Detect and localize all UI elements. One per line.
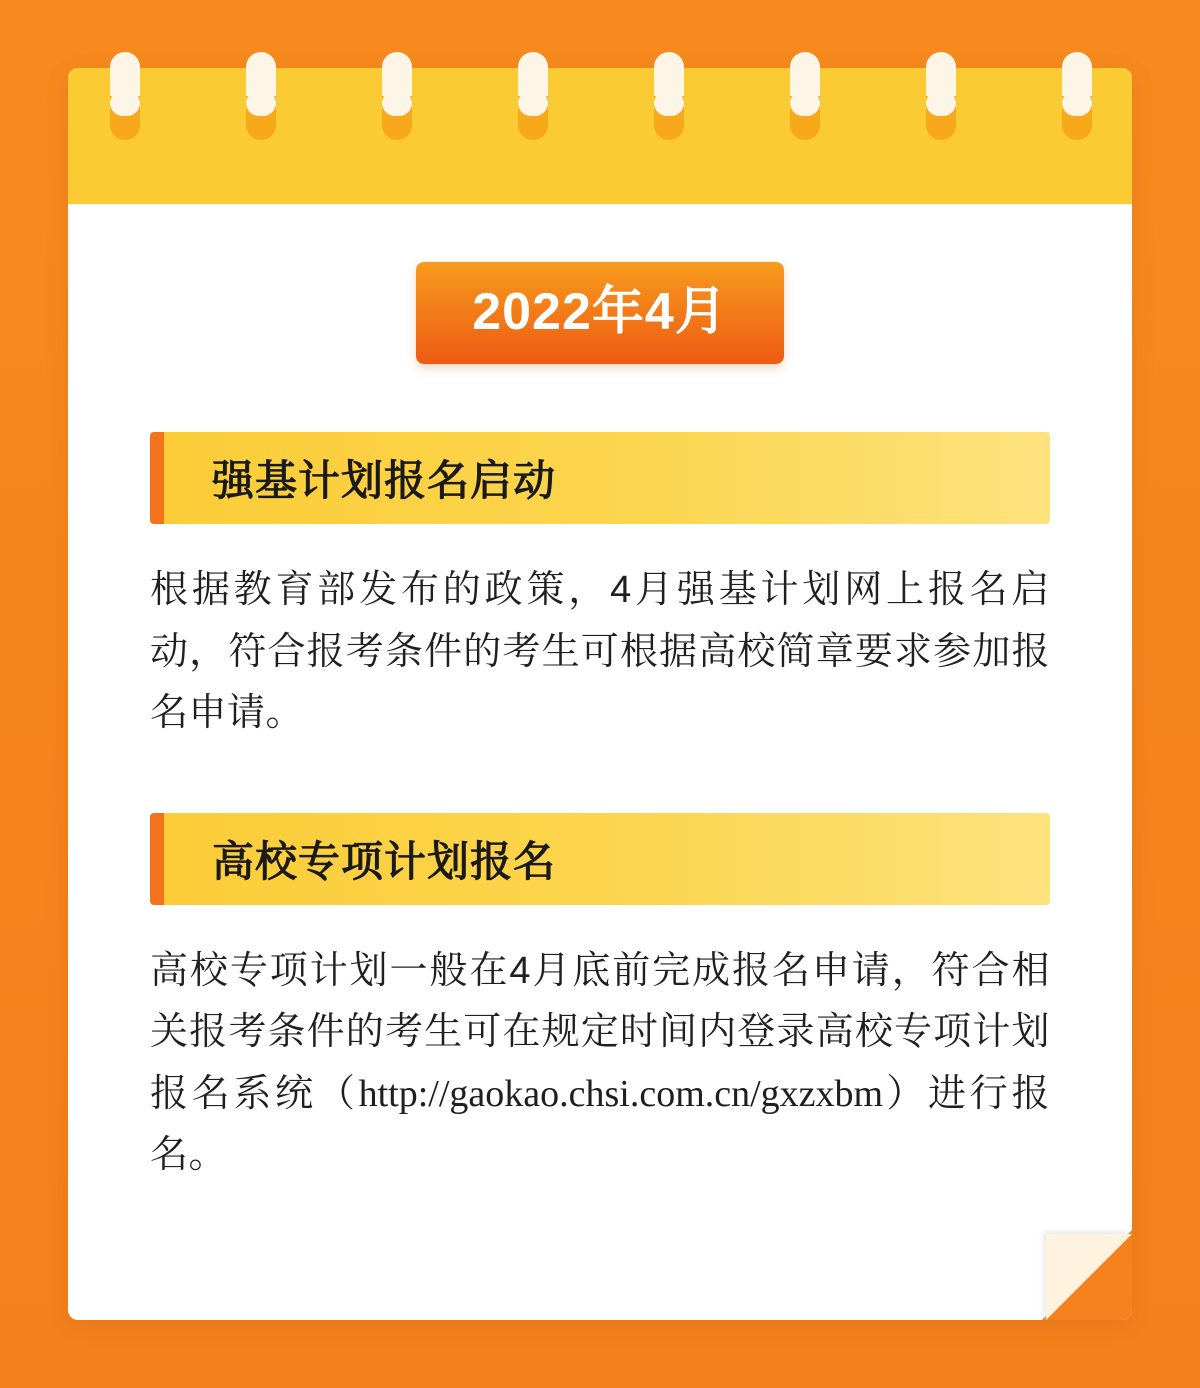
section-body-qiangji: 根据教育部发布的政策，4月强基计划网上报名启动，符合报考条件的考生可根据高校简章要求参加报名申请。 [150,569,1050,735]
section-title-text: 高校专项计划报名 [212,837,557,885]
section-heading-qiangji [150,432,1050,524]
accent-bar-icon [150,432,164,524]
month-badge-container [150,262,1050,364]
notepad-sheet [68,68,1132,1320]
page-fold-corner [1046,1234,1132,1320]
month-badge: 2022年4月 [416,262,784,364]
registration-system-url: http://gaokao.chsi.com.cn/gxzxbm [358,1072,884,1115]
section-title-text: 强基计划报名启动 [212,457,557,504]
body-text-lead: 高校专项计划一般在4月底前完成报名申请，符合相关报考条件的考生可在规定时间内登录高校专项计划报名系统（ [150,949,1050,1115]
accent-bar-icon [150,813,164,905]
body-text-tail: ）进行报名。 [150,1072,1050,1177]
section-heading-zhuanxiang [150,813,1050,905]
sheet-content [68,204,1132,1320]
section-body-zhuanxiang [150,941,1050,1187]
sheet-header-band [68,68,1132,204]
